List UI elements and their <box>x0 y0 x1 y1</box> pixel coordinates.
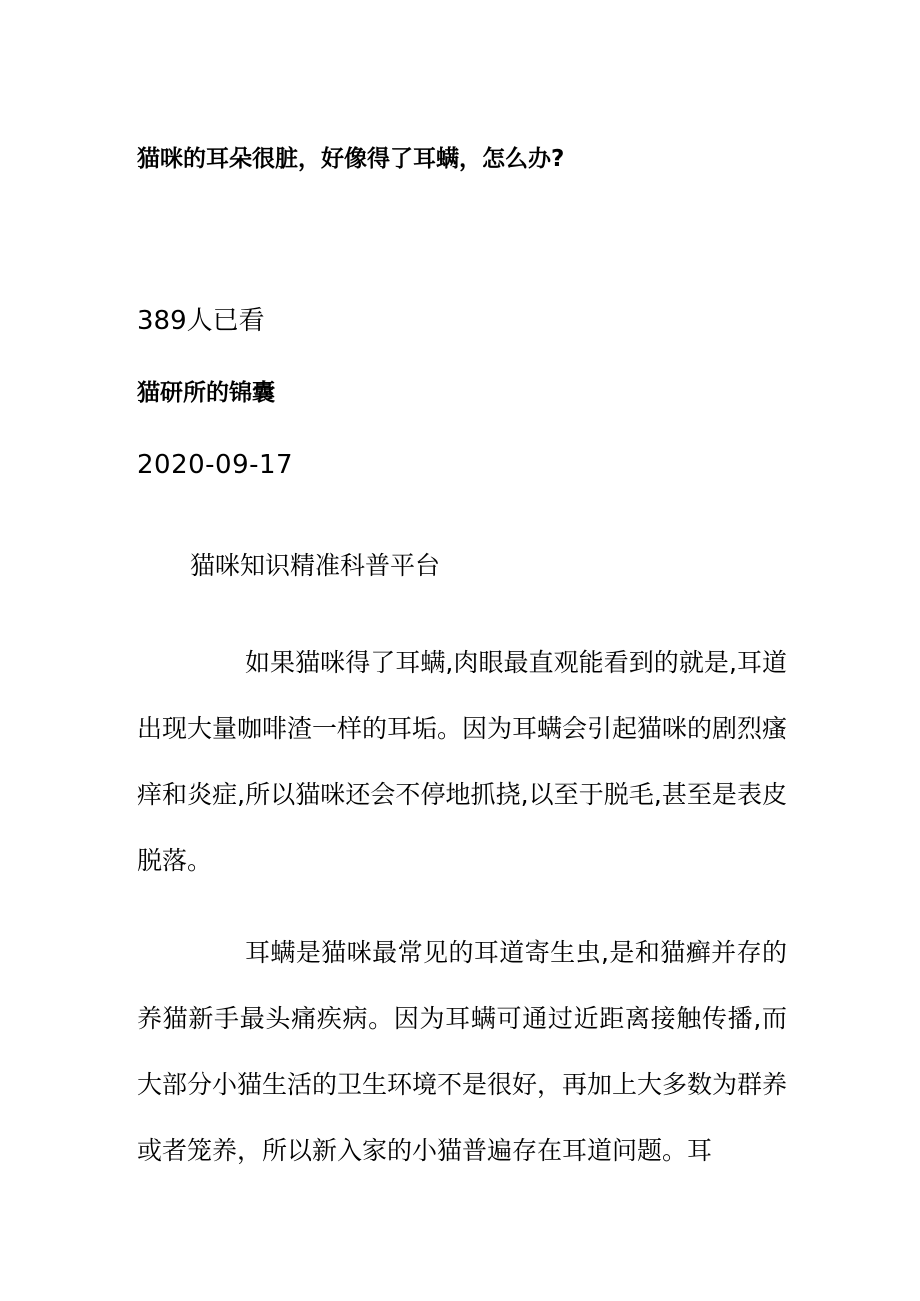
paragraph-1: 如果猫咪得了耳螨,肉眼最直观能看到的就是,耳道出现大量咖啡渣一样的耳垢。因为耳螨会引起猫咪的剧烈瘙痒和炎症,所以猫咪还会不停地抓挠,以至于脱毛,甚至是表皮脱落。 <box>137 648 788 875</box>
view-count: 389人已看 <box>137 306 265 336</box>
author-name: 猫研所的锦囊 <box>137 380 275 406</box>
paragraph-2: 耳螨是猫咪最常见的耳道寄生虫,是和猫癣并存的养猫新手最头痛疾病。因为耳螨可通过近距离接触传播,而大部分小猫生活的卫生环境不是很好，再加上大多数为群养或者笼养，所以新入家的小猫普遍存在耳道问题。耳 <box>137 938 788 1165</box>
article-title: 猫咪的耳朵很脏，好像得了耳螨，怎么办? <box>137 146 565 172</box>
publish-date: 2020-09-17 <box>137 450 294 480</box>
tagline: 猫咪知识精准科普平台 <box>190 551 441 580</box>
